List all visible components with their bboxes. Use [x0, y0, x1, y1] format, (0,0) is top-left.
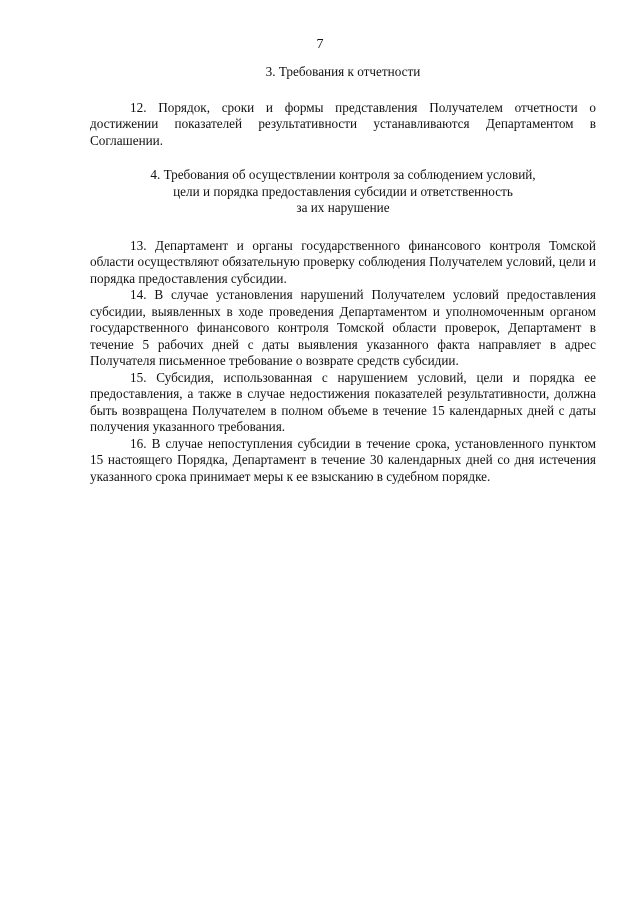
section-4-heading-line: 4. Требования об осуществлении контроля за соблюдением условий,	[150, 167, 536, 182]
paragraph-13: 13. Департамент и органы государственного финансового контроля Томской области осуществляют обязательную проверку соблюдения Получателем условий, цели и порядка предоставления субсидии.	[90, 237, 596, 286]
paragraph-12: 12. Порядок, сроки и формы представления Получателем отчетности о достижении показателей результативности устанавливаются Департаментом в Соглашении.	[90, 99, 596, 148]
paragraph-14: 14. В случае установления нарушений Получателем условий предоставления субсидии, выявленных в ходе проведения Департаментом и уполномоченным органом государственного финансового контроля Томской области проверок, Департамент в течение 5 рабочих дней с даты выявления указанного факта направляет в адрес Получателя письменное требование о возврате средств субсидии.	[90, 287, 596, 368]
paragraph-16: 16. В случае непоступления субсидии в течение срока, установленного пунктом 15 настоящего Порядка, Департамент в течение 30 календарных дней со дня истечения указанного срока принимает меры к ее взысканию в судебном порядке.	[90, 435, 596, 484]
paragraph-15: 15. Субсидия, использованная с нарушением условий, цели и порядка ее предоставления, а также в случае недостижения показателей результативности, должна быть возвращена Получателем в полном объеме в течение 15 календарных дней с даты получения указанного требования.	[90, 369, 596, 434]
page-number: 7	[316, 37, 324, 52]
document-body	[90, 64, 596, 485]
section-4-heading-line: цели и порядка предоставления субсидии и ответственность	[173, 183, 513, 199]
section-4-heading	[90, 167, 596, 217]
section-3-heading: 3. Требования к отчетности	[265, 64, 421, 79]
section-4-heading-line: за их нарушение	[296, 200, 390, 215]
